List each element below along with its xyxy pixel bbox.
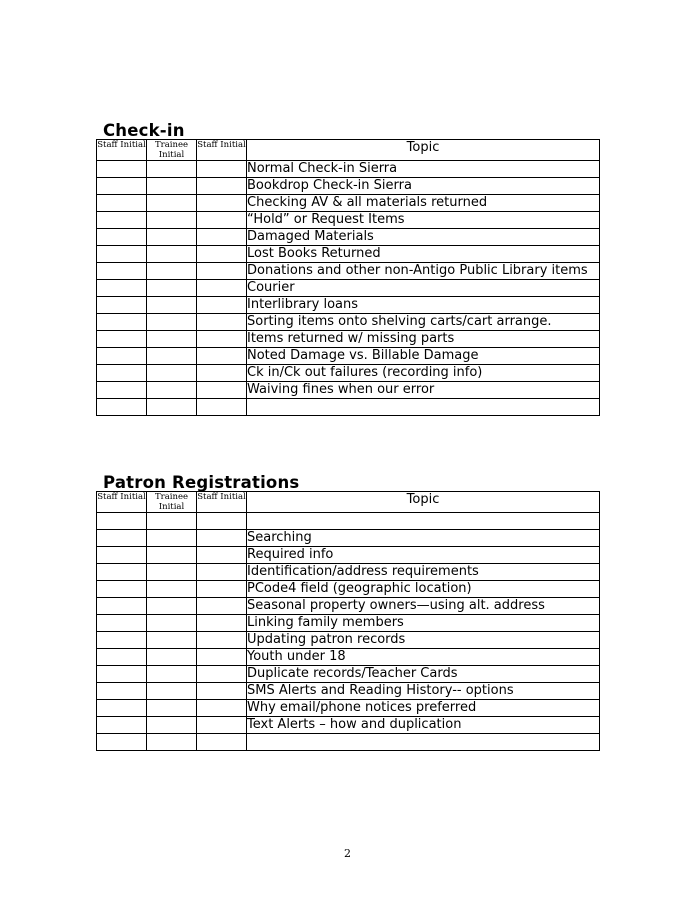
staff-initial-cell[interactable] — [97, 263, 147, 280]
topic-cell: Updating patron records — [247, 632, 600, 649]
trainee-initial-cell[interactable] — [147, 700, 197, 717]
staff-initial-cell[interactable] — [97, 178, 147, 195]
staff-initial-cell[interactable] — [97, 632, 147, 649]
staff-initial-cell[interactable] — [97, 666, 147, 683]
topic-cell: Text Alerts – how and duplication — [247, 717, 600, 734]
staff-initial-cell[interactable] — [97, 734, 147, 751]
trainee-initial-cell[interactable] — [147, 263, 197, 280]
staff-initial-cell[interactable] — [97, 399, 147, 416]
topic-cell: Ck in/Ck out failures (recording info) — [247, 365, 600, 382]
topic-cell: Bookdrop Check-in Sierra — [247, 178, 600, 195]
trainee-initial-cell[interactable] — [147, 229, 197, 246]
table-row — [97, 161, 600, 178]
topic-cell: Noted Damage vs. Billable Damage — [247, 348, 600, 365]
trainee-initial-cell[interactable] — [147, 734, 197, 751]
col-header-trainee-initial: Trainee Initial — [147, 140, 197, 161]
table-row — [97, 212, 600, 229]
table-row — [97, 229, 600, 246]
staff-initial-cell[interactable] — [97, 564, 147, 581]
staff-initial-cell[interactable] — [197, 717, 247, 734]
table-row — [97, 717, 600, 734]
staff-initial-cell[interactable] — [97, 547, 147, 564]
staff-initial-cell[interactable] — [97, 615, 147, 632]
staff-initial-cell[interactable] — [97, 382, 147, 399]
trainee-initial-cell[interactable] — [147, 348, 197, 365]
staff-initial-cell[interactable] — [97, 195, 147, 212]
trainee-initial-cell[interactable] — [147, 314, 197, 331]
staff-initial-cell[interactable] — [197, 598, 247, 615]
table-row — [97, 547, 600, 564]
trainee-initial-cell[interactable] — [147, 178, 197, 195]
staff-initial-cell[interactable] — [197, 649, 247, 666]
section-title-patron-registrations: Patron Registrations — [103, 473, 300, 492]
topic-cell: Duplicate records/Teacher Cards — [247, 666, 600, 683]
checkin-table — [96, 139, 600, 416]
table-row — [97, 649, 600, 666]
staff-initial-cell[interactable] — [97, 280, 147, 297]
topic-cell: PCode4 field (geographic location) — [247, 581, 600, 598]
table-row — [97, 263, 600, 280]
trainee-initial-cell[interactable] — [147, 615, 197, 632]
table-row — [97, 331, 600, 348]
topic-cell: SMS Alerts and Reading History-- options — [247, 683, 600, 700]
trainee-initial-cell[interactable] — [147, 280, 197, 297]
page-number: 2 — [344, 847, 351, 860]
staff-initial-cell[interactable] — [97, 530, 147, 547]
topic-cell — [247, 399, 600, 416]
trainee-initial-cell[interactable] — [147, 399, 197, 416]
staff-initial-cell[interactable] — [197, 314, 247, 331]
table-row — [97, 683, 600, 700]
staff-initial-cell[interactable] — [97, 365, 147, 382]
staff-initial-cell[interactable] — [97, 683, 147, 700]
topic-cell: Checking AV & all materials returned — [247, 195, 600, 212]
staff-initial-cell[interactable] — [97, 717, 147, 734]
table-row — [97, 314, 600, 331]
trainee-initial-cell[interactable] — [147, 161, 197, 178]
topic-cell: Waiving fines when our error — [247, 382, 600, 399]
trainee-initial-cell[interactable] — [147, 212, 197, 229]
table-row — [97, 246, 600, 263]
trainee-initial-cell[interactable] — [147, 632, 197, 649]
col-header-trainee-initial: Trainee Initial — [147, 492, 197, 513]
topic-cell: Damaged Materials — [247, 229, 600, 246]
staff-initial-cell[interactable] — [197, 547, 247, 564]
col-header-staff-initial: Staff Initial — [97, 492, 147, 513]
staff-initial-cell[interactable] — [197, 212, 247, 229]
staff-initial-cell[interactable] — [197, 683, 247, 700]
col-header-staff-initial: Staff Initial — [197, 492, 247, 513]
staff-initial-cell[interactable] — [197, 734, 247, 751]
staff-initial-cell[interactable] — [197, 399, 247, 416]
topic-cell: Normal Check-in Sierra — [247, 161, 600, 178]
staff-initial-cell[interactable] — [97, 314, 147, 331]
topic-cell: Identification/address requirements — [247, 564, 600, 581]
staff-initial-cell[interactable] — [197, 700, 247, 717]
staff-initial-cell[interactable] — [197, 331, 247, 348]
staff-initial-cell[interactable] — [97, 598, 147, 615]
trainee-initial-cell[interactable] — [147, 598, 197, 615]
staff-initial-cell[interactable] — [97, 348, 147, 365]
staff-initial-cell[interactable] — [197, 161, 247, 178]
trainee-initial-cell[interactable] — [147, 297, 197, 314]
staff-initial-cell[interactable] — [197, 229, 247, 246]
patron-registrations-table — [96, 491, 600, 751]
topic-cell — [247, 513, 600, 530]
table-row — [97, 365, 600, 382]
trainee-initial-cell[interactable] — [147, 581, 197, 598]
trainee-initial-cell[interactable] — [147, 530, 197, 547]
table-row — [97, 178, 600, 195]
table-row — [97, 348, 600, 365]
table-row — [97, 734, 600, 751]
col-header-topic: Topic — [247, 140, 600, 161]
staff-initial-cell[interactable] — [197, 513, 247, 530]
staff-initial-cell[interactable] — [97, 331, 147, 348]
table-row — [97, 632, 600, 649]
staff-initial-cell[interactable] — [197, 297, 247, 314]
topic-cell: Lost Books Returned — [247, 246, 600, 263]
topic-cell: “Hold” or Request Items — [247, 212, 600, 229]
table-row — [97, 700, 600, 717]
staff-initial-cell[interactable] — [197, 246, 247, 263]
topic-cell: Interlibrary loans — [247, 297, 600, 314]
table-row — [97, 513, 600, 530]
staff-initial-cell[interactable] — [97, 513, 147, 530]
col-header-staff-initial: Staff Initial — [197, 140, 247, 161]
trainee-initial-cell[interactable] — [147, 365, 197, 382]
topic-cell: Youth under 18 — [247, 649, 600, 666]
table-row — [97, 280, 600, 297]
topic-cell — [247, 734, 600, 751]
table-row — [97, 581, 600, 598]
staff-initial-cell[interactable] — [197, 382, 247, 399]
table-header-row — [97, 140, 600, 161]
staff-initial-cell[interactable] — [197, 348, 247, 365]
trainee-initial-cell[interactable] — [147, 547, 197, 564]
staff-initial-cell[interactable] — [97, 700, 147, 717]
table-row — [97, 564, 600, 581]
table-row — [97, 297, 600, 314]
topic-cell: Items returned w/ missing parts — [247, 331, 600, 348]
staff-initial-cell[interactable] — [97, 229, 147, 246]
staff-initial-cell[interactable] — [97, 246, 147, 263]
staff-initial-cell[interactable] — [97, 581, 147, 598]
col-header-topic: Topic — [247, 492, 600, 513]
staff-initial-cell[interactable] — [97, 161, 147, 178]
topic-cell: Seasonal property owners—using alt. address — [247, 598, 600, 615]
table-row — [97, 382, 600, 399]
table-row — [97, 615, 600, 632]
topic-cell: Why email/phone notices preferred — [247, 700, 600, 717]
staff-initial-cell[interactable] — [197, 280, 247, 297]
staff-initial-cell[interactable] — [97, 212, 147, 229]
topic-cell: Required info — [247, 547, 600, 564]
topic-cell: Donations and other non-Antigo Public Library items — [247, 263, 600, 280]
topic-cell: Sorting items onto shelving carts/cart arrange. — [247, 314, 600, 331]
staff-initial-cell[interactable] — [197, 263, 247, 280]
col-header-staff-initial: Staff Initial — [97, 140, 147, 161]
trainee-initial-cell[interactable] — [147, 246, 197, 263]
topic-cell: Courier — [247, 280, 600, 297]
topic-cell: Linking family members — [247, 615, 600, 632]
staff-initial-cell[interactable] — [197, 195, 247, 212]
staff-initial-cell[interactable] — [197, 615, 247, 632]
staff-initial-cell[interactable] — [197, 564, 247, 581]
staff-initial-cell[interactable] — [197, 530, 247, 547]
trainee-initial-cell[interactable] — [147, 564, 197, 581]
staff-initial-cell[interactable] — [197, 666, 247, 683]
trainee-initial-cell[interactable] — [147, 649, 197, 666]
topic-cell: Searching — [247, 530, 600, 547]
trainee-initial-cell[interactable] — [147, 331, 197, 348]
table-row — [97, 598, 600, 615]
table-row — [97, 530, 600, 547]
table-row — [97, 666, 600, 683]
trainee-initial-cell[interactable] — [147, 382, 197, 399]
section-title-checkin: Check-in — [103, 121, 185, 140]
trainee-initial-cell[interactable] — [147, 195, 197, 212]
table-row — [97, 399, 600, 416]
table-header-row — [97, 492, 600, 513]
trainee-initial-cell[interactable] — [147, 683, 197, 700]
trainee-initial-cell[interactable] — [147, 666, 197, 683]
trainee-initial-cell[interactable] — [147, 513, 197, 530]
trainee-initial-cell[interactable] — [147, 717, 197, 734]
staff-initial-cell[interactable] — [97, 297, 147, 314]
staff-initial-cell[interactable] — [197, 632, 247, 649]
staff-initial-cell[interactable] — [97, 649, 147, 666]
staff-initial-cell[interactable] — [197, 365, 247, 382]
staff-initial-cell[interactable] — [197, 178, 247, 195]
table-row — [97, 195, 600, 212]
staff-initial-cell[interactable] — [197, 581, 247, 598]
